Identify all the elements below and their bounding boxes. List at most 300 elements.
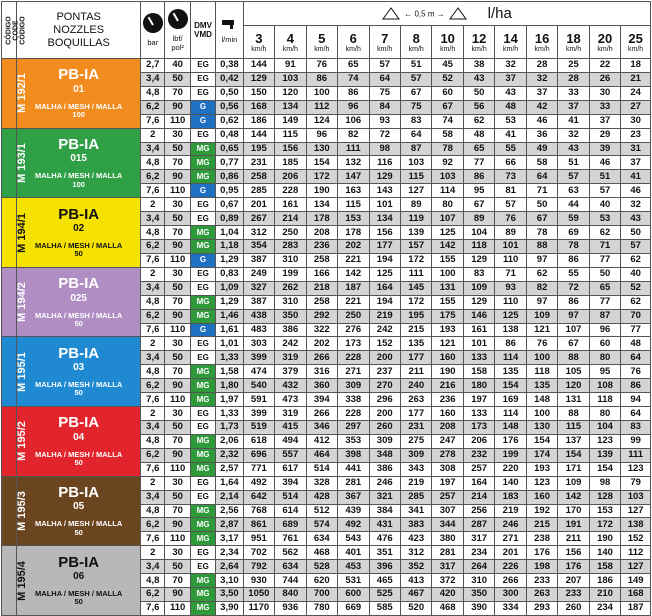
rate-cell: 281 [432,546,463,560]
rate-cell: 142 [338,267,369,281]
rate-cell: 197 [432,476,463,490]
pressure-lbf-cell: 30 [165,407,190,421]
rate-cell: 78 [526,226,557,240]
rate-cell: 157 [400,239,431,253]
nozzle-code: M 194/2 [2,267,17,337]
rate-cell: 192 [526,504,557,518]
pressure-bar-cell: 7,6 [141,184,165,198]
rate-cell: 206 [463,434,494,448]
rate-cell: 118 [463,239,494,253]
table-row [2,407,651,421]
rate-cell: 67 [526,212,557,226]
rate-cell: 72 [558,281,589,295]
rate-cell: 101 [369,198,400,212]
rate-cell: 118 [589,393,620,407]
pressure-bar-cell: 2 [141,198,165,212]
nozzle-name: PB-IA 02 MALHA / MESH / MALLA 50 [17,198,141,268]
rate-cell: 310 [463,574,494,588]
rate-cell: 309 [400,448,431,462]
rate-cell: 200 [369,351,400,365]
rate-cell: 62 [621,295,651,309]
rate-cell: 95 [589,365,620,379]
flow-cell: 0,56 [216,100,243,114]
rate-cell: 234 [589,601,620,615]
rate-cell: 215 [400,323,431,337]
pressure-bar-cell: 7,6 [141,114,165,128]
rate-cell: 387 [243,295,274,309]
rate-cell: 240 [400,379,431,393]
rate-cell: 285 [400,490,431,504]
rate-cell: 24 [621,86,651,100]
rate-cell: 53 [589,212,620,226]
rate-cell: 111 [338,142,369,156]
dmv-cell: G [190,323,215,337]
rate-cell: 281 [338,476,369,490]
flow-cell: 3,17 [216,532,243,546]
dmv-cell: MG [190,309,215,323]
rate-cell: 231 [400,420,431,434]
rate-cell: 322 [306,323,337,337]
rate-cell: 464 [306,448,337,462]
rate-cell: 156 [275,142,306,156]
rate-cell: 86 [306,72,337,86]
rate-cell: 64 [621,407,651,421]
dmv-cell: EG [190,560,215,574]
rate-cell: 147 [338,170,369,184]
rate-cell: 343 [400,462,431,476]
flow-cell: 1,09 [216,281,243,295]
pressure-lbf-cell: 110 [165,393,190,407]
rate-cell: 310 [275,295,306,309]
rate-cell: 32 [526,72,557,86]
dmv-cell: MG [190,393,215,407]
rate-cell: 190 [432,365,463,379]
rate-cell: 321 [369,490,400,504]
rate-cell: 246 [495,518,526,532]
dmv-cell: G [190,100,215,114]
rate-cell: 585 [369,601,400,615]
rate-cell: 483 [243,323,274,337]
rate-cell: 292 [306,309,337,323]
nozzle-name: PB-IA 03 MALHA / MESH / MALLA 50 [17,337,141,407]
pressure-bar-cell: 6,2 [141,239,165,253]
rate-cell: 138 [495,323,526,337]
flow-cell: 1,29 [216,253,243,267]
rate-cell: 57 [369,59,400,73]
rate-cell: 49 [526,142,557,156]
rate-cell: 267 [243,212,274,226]
rate-cell: 591 [243,393,274,407]
dmv-cell: MG [190,462,215,476]
rate-cell: 346 [306,420,337,434]
rate-cell: 33 [558,86,589,100]
rate-cell: 114 [495,351,526,365]
rate-cell: 86 [558,295,589,309]
dmv-cell: MG [190,518,215,532]
dmv-cell: MG [190,379,215,393]
rate-cell: 161 [463,323,494,337]
rate-cell: 142 [558,490,589,504]
dmv-cell: MG [190,142,215,156]
rate-cell: 512 [306,504,337,518]
pressure-lbf-cell: 110 [165,184,190,198]
rate-cell: 372 [432,574,463,588]
flow-cell: 0,38 [216,59,243,73]
rate-cell: 131 [432,281,463,295]
rate-cell: 199 [495,448,526,462]
rate-cell: 256 [463,504,494,518]
rate-cell: 276 [338,323,369,337]
rate-cell: 303 [243,337,274,351]
rate-cell: 46 [526,114,557,128]
rate-cell: 557 [275,448,306,462]
rate-cell: 341 [400,504,431,518]
pressure-bar-cell: 2 [141,337,165,351]
flow-cell: 1,18 [216,239,243,253]
flow-cell: 1,33 [216,351,243,365]
rate-cell: 293 [526,601,557,615]
rate-cell: 246 [369,476,400,490]
rate-cell: 198 [526,560,557,574]
rate-cell: 62 [621,253,651,267]
rate-cell: 173 [463,420,494,434]
rate-cell: 514 [306,462,337,476]
rate-cell: 125 [432,226,463,240]
dmv-cell: MG [190,434,215,448]
rate-cell: 257 [463,462,494,476]
rate-cell: 52 [432,72,463,86]
pressure-bar-cell: 7,6 [141,532,165,546]
rate-cell: 33 [589,100,620,114]
pressure-bar-cell: 6,2 [141,379,165,393]
rate-cell: 428 [306,490,337,504]
pressure-lbf-cell: 90 [165,239,190,253]
rate-cell: 88 [558,351,589,365]
flow-cell: 0,77 [216,156,243,170]
pressure-bar-cell: 4,8 [141,574,165,588]
pressure-bar-cell: 7,6 [141,253,165,267]
pressure-lbf-cell: 110 [165,114,190,128]
rate-cell: 158 [463,365,494,379]
rate-cell: 216 [432,379,463,393]
rate-cell: 257 [432,490,463,504]
rate-cell: 26 [589,72,620,86]
rate-cell: 312 [243,226,274,240]
dmv-cell: MG [190,532,215,546]
rate-cell: 116 [369,156,400,170]
rate-cell: 73 [495,170,526,184]
rate-cell: 219 [369,309,400,323]
rate-cell: 67 [558,337,589,351]
rate-cell: 207 [558,574,589,588]
rate-cell: 50 [589,267,620,281]
rate-cell: 175 [432,309,463,323]
rate-cell: 155 [432,253,463,267]
rate-cell: 562 [275,546,306,560]
rate-cell: 57 [400,72,431,86]
speed-header: 7 km/h [369,26,400,59]
rate-cell: 41 [495,128,526,142]
rate-cell: 75 [400,100,431,114]
rate-cell: 494 [275,434,306,448]
rate-cell: 412 [306,434,337,448]
pressure-bar-cell: 2 [141,128,165,142]
speed-header: 4 km/h [275,26,306,59]
pressure-lbf-cell: 70 [165,226,190,240]
rate-cell: 134 [369,212,400,226]
rate-cell: 140 [495,476,526,490]
rate-cell: 231 [243,156,274,170]
rate-cell: 525 [369,588,400,602]
flow-cell: 2,32 [216,448,243,462]
rate-cell: 193 [432,323,463,337]
rate-cell: 180 [463,379,494,393]
rate-cell: 249 [243,267,274,281]
rate-cell: 1170 [243,601,274,615]
rate-cell: 360 [306,379,337,393]
rate-cell: 132 [338,156,369,170]
pressure-bar-cell: 6,2 [141,448,165,462]
pressure-bar-cell: 7,6 [141,462,165,476]
rate-cell: 744 [275,574,306,588]
rate-cell: 39 [589,142,620,156]
rate-cell: 197 [463,393,494,407]
nozzle-name: PB-IA 05 MALHA / MESH / MALLA 50 [17,476,141,546]
rate-cell: 67 [400,86,431,100]
rate-cell: 57 [558,170,589,184]
rate-cell: 97 [526,295,557,309]
dmv-cell: EG [190,337,215,351]
rate-cell: 158 [589,560,620,574]
rate-cell: 423 [400,532,431,546]
rate-cell: 258 [243,170,274,184]
rate-cell: 45 [432,59,463,73]
flow-cell: 0,86 [216,170,243,184]
rate-cell: 468 [432,601,463,615]
pressure-bar-cell: 3,4 [141,142,165,156]
flow-cell: 0,42 [216,72,243,86]
rate-cell: 262 [275,281,306,295]
nozzle-name: PB-IA 06 MALHA / MESH / MALLA 50 [17,546,141,616]
rate-cell: 194 [369,295,400,309]
rate-cell: 390 [463,601,494,615]
rate-cell: 144 [243,128,274,142]
rate-cell: 109 [463,281,494,295]
dmv-cell: EG [190,128,215,142]
rate-cell: 64 [526,170,557,184]
rate-cell: 634 [306,532,337,546]
pressure-bar-cell: 4,8 [141,86,165,100]
rate-cell: 176 [495,434,526,448]
rate-cell: 84 [369,100,400,114]
rate-cell: 617 [275,462,306,476]
pressure-bar-cell: 2,7 [141,59,165,73]
rate-cell: 93 [495,281,526,295]
rate-cell: 338 [338,393,369,407]
rate-cell: 930 [243,574,274,588]
flow-cell: 1,97 [216,393,243,407]
rate-cell: 37 [526,86,557,100]
pressure-lbf-cell: 90 [165,448,190,462]
speed-header: 18 km/h [558,26,589,59]
rate-cell: 86 [558,253,589,267]
rate-cell: 124 [306,114,337,128]
rate-cell: 32 [558,128,589,142]
pressure-lbf-cell: 50 [165,72,190,86]
rate-cell: 57 [495,198,526,212]
rate-cell: 96 [306,128,337,142]
rate-cell: 114 [495,407,526,421]
rate-cell: 48 [621,337,651,351]
dmv-cell: MG [190,226,215,240]
pressure-bar-cell: 6,2 [141,309,165,323]
rate-cell: 634 [275,560,306,574]
rate-cell: 103 [432,170,463,184]
flow-cell: 0,89 [216,212,243,226]
pressure-lbf-cell: 110 [165,323,190,337]
rate-cell: 86 [621,379,651,393]
speed-header: 14 km/h [495,26,526,59]
rate-cell: 669 [338,601,369,615]
rate-cell: 99 [621,434,651,448]
pressure-bar-cell: 7,6 [141,601,165,615]
dmv-cell: EG [190,267,215,281]
rate-cell: 46 [589,156,620,170]
rate-cell: 387 [243,253,274,267]
pressure-bar-cell: 3,4 [141,212,165,226]
pressure-lbf-cell: 110 [165,532,190,546]
spray-fan-icon [382,7,400,20]
pressure-bar-cell: 3,4 [141,490,165,504]
rate-cell: 143 [369,184,400,198]
pressure-lbf-cell: 30 [165,198,190,212]
rate-cell: 128 [589,490,620,504]
rate-cell: 123 [589,434,620,448]
rate-cell: 792 [243,560,274,574]
rate-cell: 37 [589,114,620,128]
faucet-icon [222,18,236,30]
nozzle-code: M 195/2 [2,407,17,477]
rate-cell: 131 [558,393,589,407]
rate-cell: 134 [275,100,306,114]
dmv-cell: EG [190,212,215,226]
rate-cell: 473 [275,393,306,407]
rate-cell: 219 [495,504,526,518]
rate-cell: 135 [400,337,431,351]
rate-cell: 250 [338,309,369,323]
rate-cell: 201 [495,546,526,560]
rate-cell: 171 [558,462,589,476]
rate-cell: 317 [463,532,494,546]
pressure-bar-cell: 4,8 [141,156,165,170]
rate-cell: 696 [243,448,274,462]
rate-cell: 149 [621,574,651,588]
rate-cell: 156 [558,546,589,560]
rate-cell: 82 [338,128,369,142]
pressure-bar-cell: 6,2 [141,170,165,184]
rate-cell: 58 [526,156,557,170]
flow-cell: 1,29 [216,295,243,309]
nozzle-name: PB-IA 025 MALHA / MESH / MALLA 50 [17,267,141,337]
rate-cell: 263 [400,393,431,407]
pressure-lbf-cell: 50 [165,490,190,504]
rate-cell: 228 [338,351,369,365]
rate-cell: 172 [400,253,431,267]
pressure-bar-cell: 3,4 [141,351,165,365]
flow-cell: 0,50 [216,86,243,100]
pressure-bar-cell: 3,4 [141,420,165,434]
rate-cell: 761 [275,532,306,546]
rate-cell: 108 [589,379,620,393]
rate-cell: 123 [526,476,557,490]
flow-cell: 2,34 [216,546,243,560]
rate-cell: 344 [432,518,463,532]
pressure-bar-cell: 4,8 [141,295,165,309]
rate-cell: 543 [338,532,369,546]
rate-cell: 312 [400,546,431,560]
pressure-bar-cell: 2 [141,546,165,560]
rate-cell: 210 [589,588,620,602]
pressure-bar-cell: 6,2 [141,100,165,114]
rate-cell: 474 [243,365,274,379]
rate-cell: 531 [338,574,369,588]
rate-cell: 258 [306,253,337,267]
nozzle-name: PB-IA 015 MALHA / MESH / MALLA 100 [17,128,141,198]
pressure-lbf-cell: 110 [165,601,190,615]
pressure-lbf-cell: 90 [165,379,190,393]
rate-cell: 123 [621,462,651,476]
pressure-bar-cell: 7,6 [141,323,165,337]
rate-cell: 103 [400,156,431,170]
rate-cell: 21 [621,72,651,86]
pressure-lbf-cell: 70 [165,504,190,518]
rate-cell: 80 [589,407,620,421]
rate-cell: 386 [275,323,306,337]
rate-cell: 51 [589,170,620,184]
rate-cell: 199 [275,267,306,281]
dmv-cell: MG [190,170,215,184]
rate-cell: 492 [338,518,369,532]
rate-cell: 202 [306,337,337,351]
pressure-lbf-cell: 90 [165,100,190,114]
rate-cell: 103 [275,72,306,86]
rate-cell: 69 [558,226,589,240]
rate-cell: 94 [621,393,651,407]
rate-cell: 86 [495,337,526,351]
rate-cell: 642 [243,490,274,504]
rate-cell: 97 [558,309,589,323]
rate-cell: 399 [243,407,274,421]
rate-cell: 195 [400,309,431,323]
rate-cell: 43 [621,212,651,226]
rate-cell: 441 [338,462,369,476]
rate-cell: 242 [369,323,400,337]
rate-cell: 177 [400,407,431,421]
rate-cell: 28 [526,59,557,73]
pressure-bar-cell: 2 [141,267,165,281]
rate-cell: 160 [526,490,557,504]
dmv-header: DMV VMD [190,2,215,59]
rate-cell: 65 [589,281,620,295]
rate-cell: 137 [558,434,589,448]
rate-cell: 43 [558,142,589,156]
rate-cell: 218 [306,281,337,295]
rate-cell: 202 [338,239,369,253]
rate-cell: 307 [432,504,463,518]
pressure-lbf-cell: 50 [165,281,190,295]
rate-cell: 125 [369,267,400,281]
rate-cell: 214 [463,490,494,504]
